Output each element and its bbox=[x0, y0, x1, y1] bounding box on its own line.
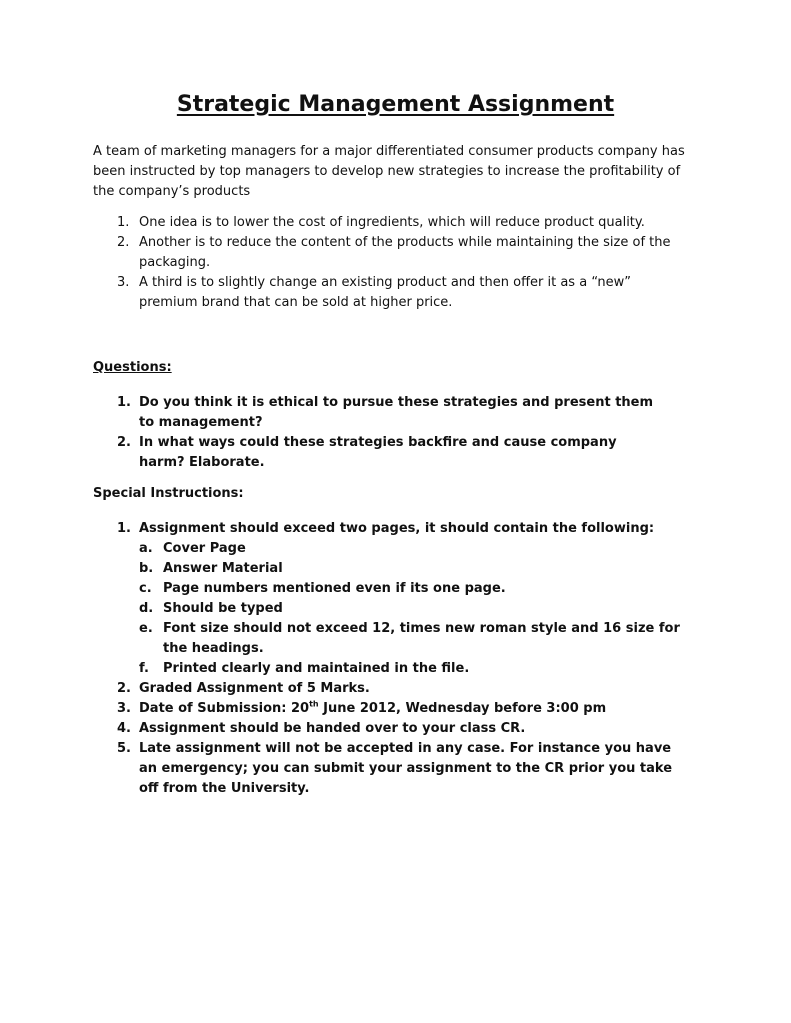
list-item bbox=[93, 739, 683, 799]
intro-paragraph: A team of marketing managers for a major differentiated consumer products company has been instructed by top managers to develop new strategies to increase the profitability of the company’s products bbox=[93, 144, 685, 199]
questions-list bbox=[93, 393, 663, 473]
list-text: Assignment should be handed over to your class CR. bbox=[139, 721, 526, 736]
document-title: Strategic Management Assignment bbox=[176, 92, 615, 117]
special-instructions-list bbox=[93, 519, 683, 799]
sublist-text: Cover Page bbox=[163, 541, 246, 556]
list-item bbox=[93, 433, 663, 473]
sublist-item bbox=[139, 599, 683, 619]
list-item bbox=[93, 679, 683, 699]
list-number: 1. bbox=[117, 395, 131, 410]
list-text: In what ways could these strategies backfire and cause company harm? Elaborate. bbox=[139, 435, 617, 470]
list-text: Do you think it is ethical to pursue these strategies and present them to management? bbox=[139, 395, 654, 430]
list-text: A third is to slightly change an existing product and then offer it as a “new” premium brand that can be sold at higher price. bbox=[139, 275, 631, 310]
list-number: 1. bbox=[117, 215, 130, 230]
list-number: 4. bbox=[117, 721, 131, 736]
ideas-list bbox=[93, 213, 683, 313]
list-item bbox=[93, 213, 683, 233]
list-item bbox=[93, 719, 683, 739]
list-number: 1. bbox=[117, 521, 131, 536]
date-ordinal-suffix: th bbox=[309, 699, 319, 709]
sublist-letter: a. bbox=[139, 541, 153, 556]
sublist-letter: f. bbox=[139, 661, 149, 676]
list-item bbox=[93, 519, 683, 679]
sublist-letter: c. bbox=[139, 581, 152, 596]
questions-heading: Questions: bbox=[93, 360, 172, 375]
special-instructions-heading: Special Instructions: bbox=[93, 486, 244, 501]
list-number: 2. bbox=[117, 681, 131, 696]
sublist-text: Font size should not exceed 12, times new roman style and 16 size for the headings. bbox=[163, 621, 680, 656]
requirements-sublist bbox=[139, 539, 683, 679]
list-text: Another is to reduce the content of the products while maintaining the size of the packaging. bbox=[139, 235, 671, 270]
sublist-text: Answer Material bbox=[163, 561, 283, 576]
sublist-letter: b. bbox=[139, 561, 154, 576]
sublist-item bbox=[139, 619, 683, 659]
sublist-item bbox=[139, 559, 683, 579]
list-item bbox=[93, 233, 683, 273]
sublist-text: Printed clearly and maintained in the file. bbox=[163, 661, 470, 676]
list-number: 3. bbox=[117, 701, 131, 716]
list-text: One idea is to lower the cost of ingredients, which will reduce product quality. bbox=[139, 215, 645, 230]
sublist-text: Page numbers mentioned even if its one page. bbox=[163, 581, 506, 596]
list-text: Graded Assignment of 5 Marks. bbox=[139, 681, 370, 696]
list-text: Assignment should exceed two pages, it should contain the following: bbox=[139, 521, 655, 536]
sublist-item bbox=[139, 579, 683, 599]
submission-date-text bbox=[139, 701, 606, 716]
list-item bbox=[93, 393, 663, 433]
list-number: 3. bbox=[117, 275, 130, 290]
list-item bbox=[93, 273, 683, 313]
sublist-letter: d. bbox=[139, 601, 154, 616]
sublist-letter: e. bbox=[139, 621, 153, 636]
list-item bbox=[93, 699, 683, 719]
date-suffix: June 2012, Wednesday before 3:00 pm bbox=[318, 701, 607, 716]
list-number: 2. bbox=[117, 235, 130, 250]
sublist-item bbox=[139, 539, 683, 559]
list-text: Late assignment will not be accepted in any case. For instance you have an emergency; you can submit your assignment to the CR prior you take off from the University. bbox=[139, 741, 673, 796]
sublist-item bbox=[139, 659, 683, 679]
list-number: 5. bbox=[117, 741, 131, 756]
date-prefix: Date of Submission: 20 bbox=[139, 701, 310, 716]
list-number: 2. bbox=[117, 435, 131, 450]
sublist-text: Should be typed bbox=[163, 601, 283, 616]
